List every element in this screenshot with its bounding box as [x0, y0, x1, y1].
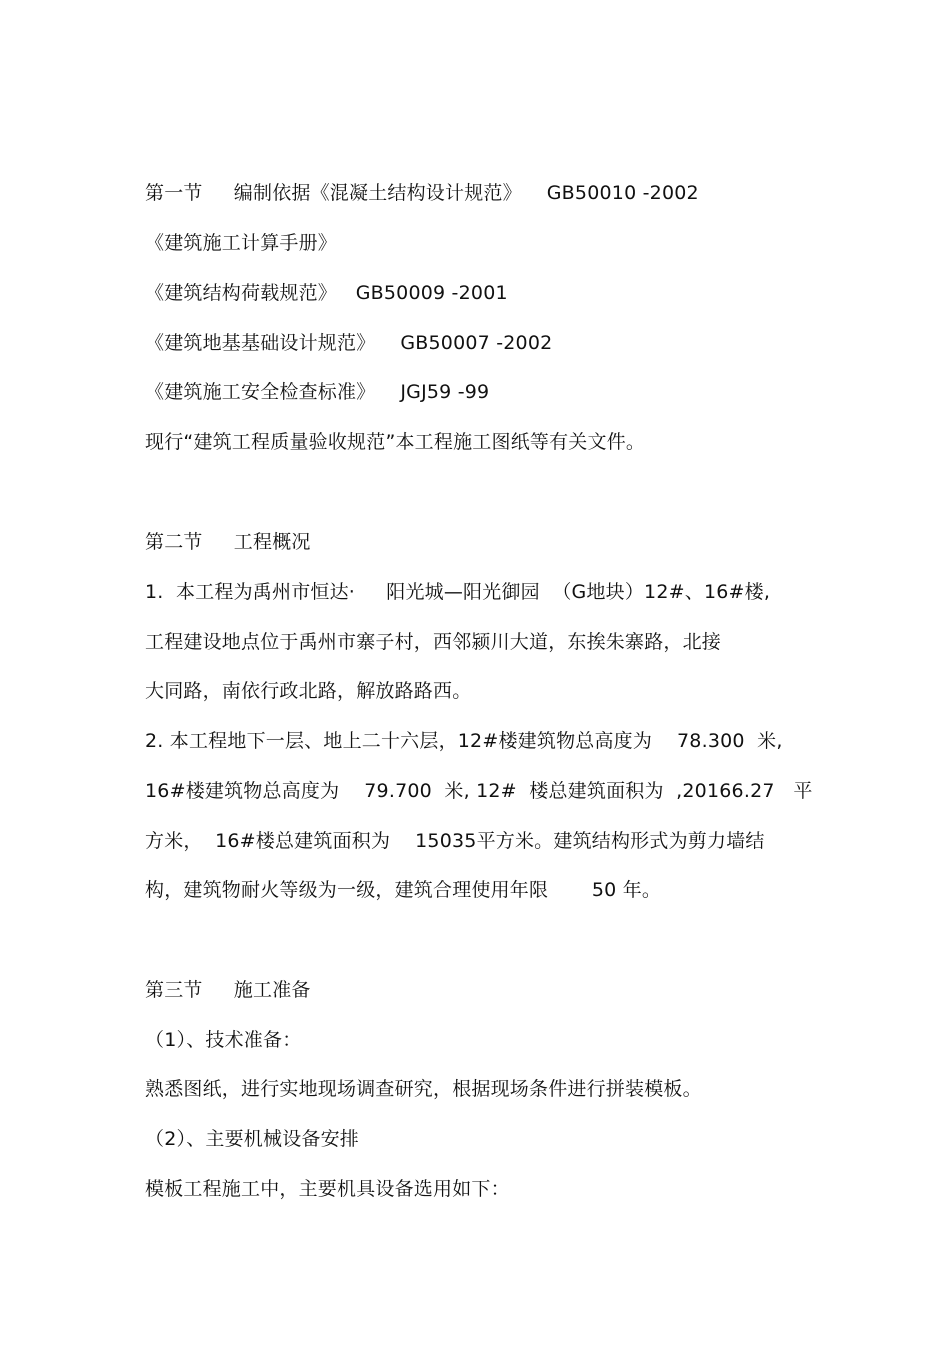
paragraph-line: 大同路，南依行政北路，解放路路西。	[145, 680, 472, 702]
reference-line: 《建筑施工计算手册》	[145, 232, 338, 254]
section1-heading: 第一节 编制依据《混凝土结构设计规范》 GB50010 -2002	[145, 182, 699, 204]
paragraph-line: 2. 本工程地下一层、地上二十六层，12#楼建筑物总高度为 78.300 米,	[145, 730, 783, 752]
paragraph-line: 工程建设地点位于禹州市寨子村，西邻颍川大道，东挨朱寨路，北接	[145, 631, 722, 653]
reference-line: 《建筑施工安全检查标准》 JGJ59 -99	[145, 381, 490, 403]
paragraph-line: 1. 本工程为禹州市恒达· 阳光城—阳光御园 （G地块）12#、16#楼,	[145, 581, 771, 603]
subheading-line: （2）、主要机械设备安排	[145, 1128, 359, 1150]
paragraph-line: 构，建筑物耐火等级为一级，建筑合理使用年限 50 年。	[145, 879, 662, 901]
paragraph-line: 熟悉图纸，进行实地现场调查研究，根据现场条件进行拼装模板。	[145, 1078, 702, 1100]
section3-heading: 第三节 施工准备	[145, 979, 311, 1001]
reference-line: 《建筑地基基础设计规范》 GB50007 -2002	[145, 332, 553, 354]
paragraph-line: 模板工程施工中，主要机具设备选用如下：	[145, 1178, 510, 1200]
reference-line: 《建筑结构荷载规范》 GB50009 -2001	[145, 282, 508, 304]
subheading-line: （1）、技术准备：	[145, 1029, 302, 1051]
reference-note: 现行“建筑工程质量验收规范”本工程施工图纸等有关文件。	[145, 431, 646, 453]
paragraph-line: 方米， 16#楼总建筑面积为 15035平方米。建筑结构形式为剪力墙结	[145, 830, 765, 852]
section2-heading: 第二节 工程概况	[145, 531, 311, 553]
paragraph-line: 16#楼建筑物总高度为 79.700 米, 12# 楼总建筑面积为 ,20166.27 平	[145, 780, 813, 802]
